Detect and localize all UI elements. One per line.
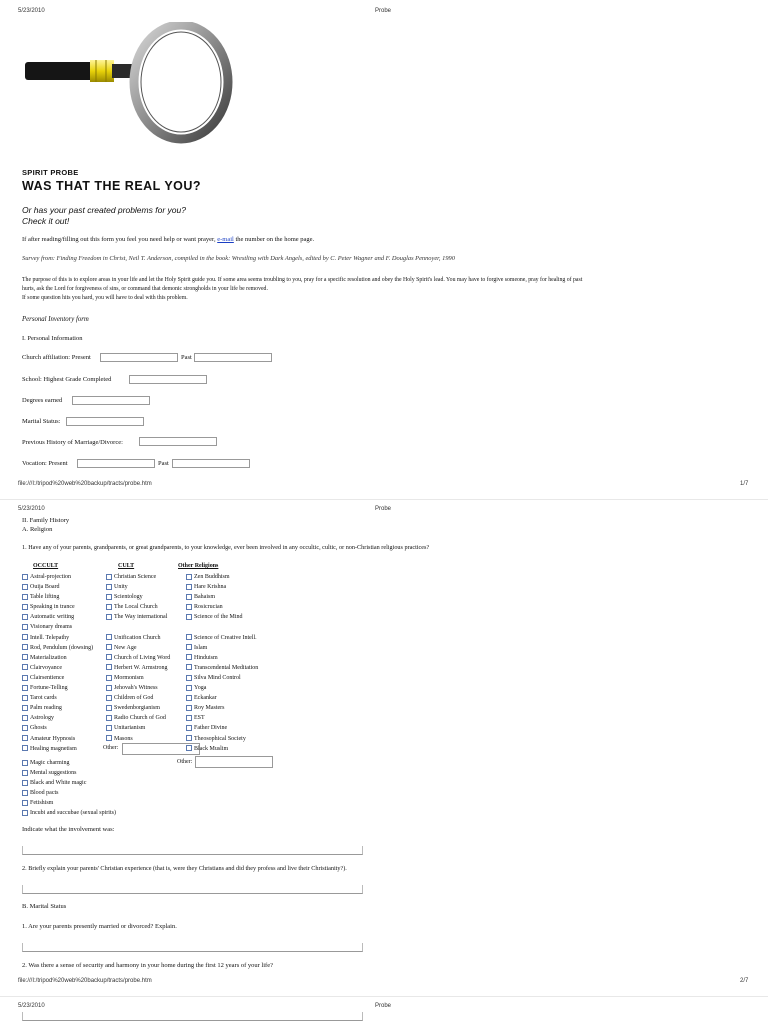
checkbox-label: Astrology: [30, 715, 54, 722]
checkbox-label: Zen Buddhism: [194, 574, 230, 580]
other-religions-other-field[interactable]: [195, 756, 273, 768]
checkbox-label: Magic charming: [30, 760, 70, 766]
checkbox[interactable]: [186, 654, 192, 660]
checklist-item: [186, 703, 258, 713]
checkbox-label: Bahaism: [194, 594, 215, 601]
parents-married-textarea[interactable]: [22, 943, 363, 952]
page-header-title: Probe: [375, 1003, 392, 1009]
checklist-item: [22, 582, 93, 592]
section-personal-title: I. Personal Information: [22, 335, 83, 342]
checkbox-label: Visionary dreams: [30, 624, 73, 631]
checkbox-label: Science of Creative Intell.: [194, 634, 257, 641]
checklist-item: [106, 643, 170, 653]
checklist-item: [186, 734, 258, 744]
marital-field[interactable]: [66, 417, 144, 426]
checklist-item: [22, 622, 93, 632]
checkbox-label: Amateur Hypnosis: [30, 735, 76, 742]
question-1: 1. Have any of your parents, grandparents, or great grandparents, to your knowledge, ever been involved in any occultic, cultic, or non-Christian religious practices?: [22, 544, 430, 551]
checkbox[interactable]: [22, 780, 28, 786]
checkbox-label: Fetishism: [30, 800, 54, 807]
checkbox[interactable]: [22, 800, 28, 806]
checkbox-label: Black Muslim: [194, 745, 229, 752]
page-header-date: 5/23/2010: [18, 1003, 45, 1009]
checkbox-label: Children of God: [114, 695, 154, 702]
occult-checklist-extra: [22, 758, 116, 819]
checkbox[interactable]: [186, 705, 192, 711]
checkbox[interactable]: [22, 770, 28, 776]
magnifying-glass-icon: [20, 22, 240, 148]
checkbox[interactable]: [106, 664, 112, 670]
checkbox-label: Speaking in trance: [30, 604, 75, 611]
page-title: WAS THAT THE REAL YOU?: [22, 179, 202, 193]
checkbox-label: Eckankar: [194, 695, 217, 702]
involvement-textarea[interactable]: [22, 846, 363, 855]
checklist-item: [106, 693, 170, 703]
checkbox[interactable]: [186, 685, 192, 691]
checkbox[interactable]: [22, 634, 28, 640]
checklist-item: [186, 683, 258, 693]
checklist-item: [186, 653, 258, 663]
checkbox-label: Unitarianism: [114, 725, 146, 732]
email-link[interactable]: e-mail: [217, 236, 234, 243]
checkbox-label: Blood pacts: [30, 790, 59, 797]
checkbox[interactable]: [22, 664, 28, 670]
checkbox-label: Table lifting: [30, 594, 60, 601]
checklist-item: [106, 592, 170, 602]
checkbox-label: Rod, Pendulum (dowsing): [30, 644, 94, 651]
checkbox-label: Father Divine: [194, 725, 228, 732]
checkbox-label: Palm reading: [30, 705, 62, 712]
checkbox-label: Astral-projection: [30, 574, 71, 580]
checkbox[interactable]: [106, 604, 112, 610]
question-2: 2. Briefly explain your parents' Christian experience (that is, were they Christians and did they profess and live their Christianity?).: [22, 865, 347, 872]
other-religions-column-header: Other Religions: [178, 563, 219, 569]
checkbox-label: Masons: [114, 735, 133, 742]
checkbox-label: Transcendental Meditation: [194, 664, 259, 671]
checklist-item: [106, 653, 170, 663]
checklist-item: [106, 602, 170, 612]
checkbox[interactable]: [22, 604, 28, 610]
checkbox[interactable]: [22, 715, 28, 721]
checkbox-label: Fortune-Telling: [30, 685, 68, 692]
checklist-item: [186, 723, 258, 733]
checkbox[interactable]: [106, 705, 112, 711]
checklist-item: [22, 744, 93, 754]
checklist-item: [186, 673, 258, 683]
checkbox[interactable]: [22, 810, 28, 816]
checklist-item: [106, 683, 170, 693]
page-divider: [0, 499, 768, 500]
church-past-label: Past: [181, 354, 192, 361]
checklist-item: [22, 734, 93, 744]
page-footer-number: 2/7: [740, 978, 749, 984]
purpose-line-2: hurts, ask the Lord for forgiveness of sins, or command that demonic strongholds in your life be removed.: [22, 286, 268, 292]
checkbox-label: Scientology: [114, 594, 143, 601]
checklist-item: [186, 602, 258, 612]
checklist-item: [186, 582, 258, 592]
checkbox[interactable]: [22, 760, 28, 766]
checklist-item: [22, 768, 116, 778]
checkbox-label: Church of Living Word: [114, 654, 171, 661]
checklist-item: [22, 653, 93, 663]
parents-experience-textarea[interactable]: [22, 885, 363, 894]
checkbox-label: Black and White magic: [30, 780, 87, 787]
checklist-item: [22, 633, 93, 643]
checkbox-label: Automatic writing: [30, 614, 75, 621]
checkbox-label: Herbert W. Armstrong: [114, 664, 168, 671]
checkbox-label: Hinduism: [194, 654, 218, 661]
checkbox[interactable]: [186, 594, 192, 600]
checkbox[interactable]: [22, 614, 28, 620]
checkbox[interactable]: [106, 584, 112, 590]
checkbox[interactable]: [22, 574, 28, 580]
checkbox-label: The Local Church: [114, 604, 158, 611]
school-field[interactable]: [129, 375, 207, 384]
page-footer-path: file:///I:/tripod%20web%20backup/tracts/probe.htm: [18, 481, 152, 487]
checkbox[interactable]: [186, 634, 192, 640]
checkbox[interactable]: [22, 584, 28, 590]
checkbox[interactable]: [22, 685, 28, 691]
checkbox-label: EST: [194, 715, 205, 722]
vocation-present-field[interactable]: [77, 459, 155, 468]
checklist-item: [106, 673, 170, 683]
checkbox[interactable]: [22, 725, 28, 731]
page-header-title: Probe: [375, 8, 392, 14]
question-b1: 1. Are your parents presently married or divorced? Explain.: [22, 923, 177, 930]
checklist-item: [22, 758, 116, 768]
checkbox[interactable]: [22, 644, 28, 650]
vocation-label: Vocation: Present: [22, 460, 68, 467]
checkbox[interactable]: [22, 790, 28, 796]
checklist-item: [186, 592, 258, 602]
checkbox-label: Swedenborgianism: [114, 705, 160, 712]
checkbox[interactable]: [22, 654, 28, 660]
occult-column-header: OCCULT: [33, 563, 59, 569]
checklist-item: [186, 663, 258, 673]
checkbox[interactable]: [186, 644, 192, 650]
degrees-label: Degrees earned: [22, 397, 63, 404]
checkbox[interactable]: [186, 574, 192, 580]
checkbox[interactable]: [106, 715, 112, 721]
checklist-item: [22, 788, 116, 798]
checkbox[interactable]: [186, 715, 192, 721]
checklist-item: [22, 703, 93, 713]
church-past-field[interactable]: [194, 353, 272, 362]
checkbox[interactable]: [22, 735, 28, 741]
checkbox-label: Science of the Mind: [194, 614, 243, 621]
checkbox[interactable]: [22, 594, 28, 600]
checkbox[interactable]: [22, 624, 28, 630]
checkbox-label: Materialization: [30, 654, 67, 661]
purpose-line-3: If some question hits you hard, you will have to deal with this problem.: [22, 295, 188, 301]
checkbox[interactable]: [22, 675, 28, 681]
checkbox[interactable]: [186, 725, 192, 731]
cult-column-header: CULT: [118, 563, 135, 569]
checklist-item: [22, 673, 93, 683]
checkbox-label: Tarot cards: [30, 695, 57, 702]
other-religions-other-label: Other:: [177, 759, 193, 765]
checklist-item: [106, 622, 170, 632]
checklist-item: [186, 693, 258, 703]
checkbox[interactable]: [186, 604, 192, 610]
checklist-item: [22, 572, 93, 582]
checkbox-label: Silva Mind Control: [194, 674, 241, 681]
checklist-item: [22, 683, 93, 693]
checkbox[interactable]: [106, 634, 112, 640]
page-header-date: 5/23/2010: [18, 506, 45, 512]
checklist-item: [22, 592, 93, 602]
checkbox[interactable]: [106, 654, 112, 660]
vocation-past-label: Past: [158, 460, 169, 467]
kicker: SPIRIT PROBE: [22, 168, 79, 177]
checklist-item: [186, 643, 258, 653]
vocation-past-field[interactable]: [172, 459, 250, 468]
survey-source: Survey from: Finding Freedom in Christ, Neil T. Anderson, compiled in the book: Wrestling with Dark Angels, edited by C. Peter Wagner and F. Douglas Pennoyer, 1990: [22, 255, 455, 262]
purpose-line-1: The purpose of this is to explore areas in your life and let the Holy Spirit guide you. If some area seems troubling to you, pray for a specific resolution and obey the Holy Spirit's lead. You may have to forgive someone, pray for healing of past: [22, 277, 583, 283]
subsection-religion: A. Religion: [22, 526, 53, 533]
checklist-item: [106, 612, 170, 622]
checklist-item: [106, 633, 170, 643]
security-harmony-textarea[interactable]: [22, 1012, 363, 1021]
page-header-title: Probe: [375, 506, 392, 512]
checklist-item: [22, 713, 93, 723]
checkbox-label: Rosicrucian: [194, 604, 223, 611]
other-religions-checklist: [186, 572, 258, 754]
form-title: Personal Inventory form: [22, 316, 89, 323]
cult-other-label: Other:: [103, 745, 119, 751]
subsection-marital-status: B. Marital Status: [22, 903, 67, 910]
previous-history-field[interactable]: [139, 437, 217, 446]
checklist-item: [186, 713, 258, 723]
checkbox[interactable]: [22, 705, 28, 711]
checkbox-label: Islam: [194, 644, 208, 651]
checklist-item: [22, 663, 93, 673]
checklist-item: [22, 798, 116, 808]
page-divider: [0, 996, 768, 997]
checkbox[interactable]: [22, 695, 28, 701]
checklist-item: [186, 612, 258, 622]
checklist-item: [106, 703, 170, 713]
checklist-item: [186, 622, 258, 632]
checkbox[interactable]: [186, 745, 192, 751]
page-header-date: 5/23/2010: [18, 8, 45, 14]
section-family-title: II. Family History: [22, 517, 70, 524]
tagline-2: Check it out!: [22, 216, 70, 226]
checkbox[interactable]: [106, 644, 112, 650]
school-label: School: Highest Grade Completed: [22, 376, 112, 383]
checkbox[interactable]: [186, 614, 192, 620]
checkbox-label: Roy Masters: [194, 705, 225, 712]
checkbox-label: Healing magnetism: [30, 745, 77, 752]
checkbox-label: Intell. Telepathy: [30, 634, 70, 641]
checklist-item: [22, 693, 93, 703]
degrees-field[interactable]: [72, 396, 150, 405]
checkbox[interactable]: [186, 584, 192, 590]
checkbox[interactable]: [106, 574, 112, 580]
cult-checklist: [106, 572, 170, 744]
checkbox[interactable]: [186, 664, 192, 670]
checkbox[interactable]: [106, 594, 112, 600]
checklist-item: [22, 778, 116, 788]
checkbox[interactable]: [22, 745, 28, 751]
checkbox[interactable]: [106, 695, 112, 701]
page-footer-number: 1/7: [740, 481, 749, 487]
church-label: Church affiliation: Present: [22, 354, 91, 361]
checkbox-label: Ouija Board: [30, 584, 60, 591]
checkbox-label: Theosophical Society: [194, 735, 246, 742]
occult-checklist: [22, 572, 93, 754]
checkbox-label: Clairsentience: [30, 674, 65, 681]
checklist-item: [106, 723, 170, 733]
checkbox-label: The Way international: [114, 614, 168, 621]
after-reading-text: [22, 236, 314, 243]
checkbox-label: Mental suggestions: [30, 770, 77, 777]
page-footer-path: file:///I:/tripod%20web%20backup/tracts/probe.htm: [18, 978, 152, 984]
checkbox-label: Hare Krishna: [194, 584, 227, 591]
checklist-item: [186, 744, 258, 754]
checkbox[interactable]: [106, 685, 112, 691]
checkbox-label: Unification Church: [114, 634, 161, 641]
checkbox[interactable]: [106, 725, 112, 731]
checklist-item: [186, 633, 258, 643]
checkbox-label: Radio Church of God: [114, 715, 166, 722]
question-b2: 2. Was there a sense of security and harmony in your home during the first 12 years of your life?: [22, 962, 273, 969]
checklist-item: [22, 643, 93, 653]
checklist-item: [106, 663, 170, 673]
previous-history-label: Previous History of Marriage/Divorce:: [22, 439, 123, 446]
checkbox[interactable]: [186, 675, 192, 681]
marital-label: Marital Status:: [22, 418, 61, 425]
checklist-item: [186, 572, 258, 582]
checkbox-label: Incubi and succubae (sexual spirits): [30, 810, 116, 817]
checkbox[interactable]: [106, 735, 112, 741]
checkbox-label: Clairvoyance: [30, 664, 62, 671]
checkbox-label: Unity: [114, 584, 128, 591]
checkbox-label: Christian Science: [114, 574, 157, 580]
checkbox-label: New Age: [114, 644, 137, 651]
tagline-1: Or has your past created problems for you?: [22, 205, 186, 215]
checklist-item: [22, 602, 93, 612]
checkbox[interactable]: [186, 695, 192, 701]
checklist-item: [22, 808, 116, 818]
checkbox[interactable]: [186, 735, 192, 741]
checklist-item: [22, 612, 93, 622]
checklist-item: [22, 723, 93, 733]
church-present-field[interactable]: [100, 353, 178, 362]
checkbox-label: Mormonism: [114, 674, 144, 681]
after-reading-post: the number on the home page.: [233, 236, 315, 243]
checklist-item: [106, 713, 170, 723]
checkbox-label: Yoga: [194, 685, 207, 692]
checkbox[interactable]: [106, 675, 112, 681]
checkbox[interactable]: [106, 614, 112, 620]
checklist-item: [106, 572, 170, 582]
involvement-label: Indicate what the involvement was:: [22, 826, 115, 833]
checkbox-label: Ghosts: [30, 725, 47, 732]
checklist-item: [106, 582, 170, 592]
after-reading-pre: If after reading/filling out this form you feel you need help or want prayer,: [22, 236, 218, 243]
checkbox-label: Jehovah's Witness: [114, 685, 158, 692]
